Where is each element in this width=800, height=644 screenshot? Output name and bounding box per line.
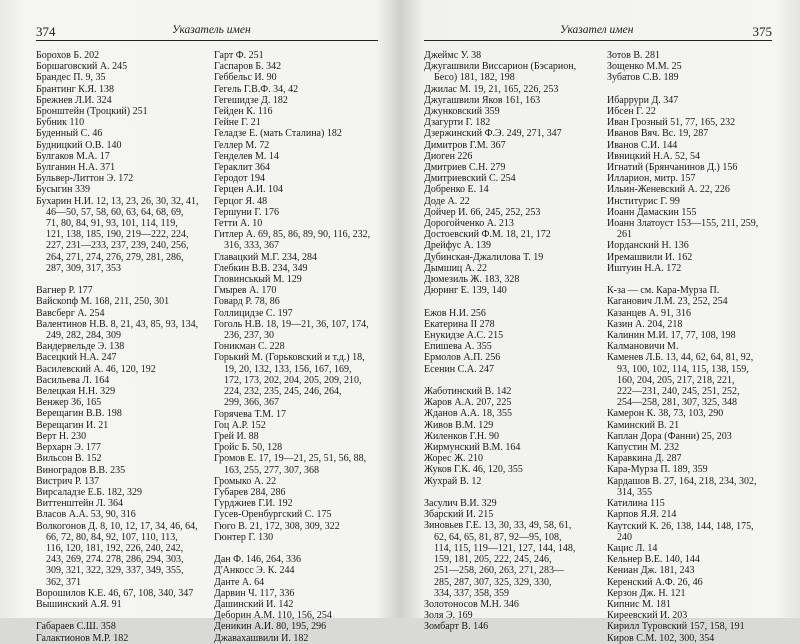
index-entry: Казанцев А. 91, 316	[607, 307, 691, 319]
index-entry: Дан Ф. 146, 264, 336	[214, 554, 302, 566]
index-entry: Геродот 194	[214, 173, 265, 185]
index-entry: Кельнер В.Е. 140, 144	[607, 554, 700, 566]
index-entry: Дойчер И. 66, 245, 252, 253	[424, 206, 541, 218]
index-column	[36, 50, 206, 644]
index-entry-continuation: 121, 138, 185, 190, 219—222, 224,	[46, 229, 189, 241]
running-head: Указател имен	[560, 24, 634, 36]
index-entry-continuation: 299, 366, 367	[224, 397, 279, 409]
index-entry: Дымшиц А. 22	[424, 262, 487, 274]
index-entry: Дзержинский Ф.Э. 249, 271, 347	[424, 128, 562, 140]
index-entry: Васецкий Н.А. 247	[36, 352, 117, 364]
index-entry: Генделев М. 14	[214, 150, 279, 162]
index-entry: Илларион, митр. 157	[607, 173, 696, 185]
index-entry: Зомбарт В. 146	[424, 621, 489, 633]
index-entry: Киреевский И. 203	[607, 610, 688, 622]
index-entry: Калмановичи М.	[607, 341, 679, 353]
index-entry: Вайскопф М. 168, 211, 250, 301	[36, 296, 170, 308]
index-entry: Иремашвили И. 162	[607, 251, 693, 263]
index-entry-continuation: 93, 100, 102, 114, 115, 138, 159,	[617, 363, 749, 375]
index-entry: Верт Н. 230	[36, 430, 87, 442]
index-entry: Дрейфус А. 139	[424, 240, 492, 252]
index-entry: Громыко А. 22	[214, 475, 277, 487]
index-entry: Брежнев Л.И. 324	[36, 94, 112, 106]
index-entry: Виттенштейн Л. 364	[36, 498, 124, 510]
index-entry: Брандес П. 9, 35	[36, 72, 106, 84]
index-entry: Зиновьев Г.Е. 13, 30, 33, 49, 58, 61,	[424, 520, 572, 532]
index-entry: Деборин А.М. 110, 156, 254	[214, 610, 332, 622]
index-entry: Диоген 226	[424, 150, 473, 162]
index-entry: Зотов В. 281	[607, 50, 661, 61]
index-entry: Герцен А.И. 104	[214, 184, 284, 196]
index-entry: Епишева А. 355	[424, 341, 492, 353]
index-entry: Галактионов М.Р. 182	[36, 632, 129, 644]
index-entry: Кара-Мурза П. 189, 359	[607, 464, 708, 476]
index-entry: Игнатий (Брянчанинов Д.) 156	[607, 162, 738, 174]
index-entry: Димитров Г.М. 367	[424, 139, 506, 151]
index-entry: Камерон К. 38, 73, 103, 290	[607, 408, 724, 420]
index-entry: Горький М. (Горьковский и т.д.) 18,	[214, 352, 365, 364]
index-entry: Волкогонов Д. 8, 10, 12, 17, 34, 46, 64,	[36, 520, 198, 532]
index-entry: Иванов Вяч. Вс. 19, 287	[607, 128, 709, 140]
index-entry: Вандервельде Э. 138	[36, 341, 125, 353]
index-entry: Гоникман С. 228	[214, 341, 285, 353]
index-entry: Ворошилов К.Е. 46, 67, 108, 340, 347	[36, 587, 194, 599]
index-entry-continuation: 251—258, 260, 263, 271, 283—	[434, 565, 564, 577]
index-entry: Иванов С.И. 144	[607, 139, 678, 151]
index-entry: Геладзе Е. (мать Сталина) 182	[214, 128, 342, 140]
index-entry: Боршаговский А. 245	[36, 61, 128, 73]
index-entry-continuation: 254—258, 281, 307, 325, 348	[617, 397, 737, 409]
index-entry: Громов Е. 17, 19—21, 25, 51, 56, 88,	[214, 453, 367, 465]
index-entry: Бубник 110	[36, 117, 85, 129]
index-entry: Грей И. 88	[214, 430, 259, 442]
index-entry: Живов В.М. 129	[424, 419, 494, 431]
index-entry: Габараев С.Ш. 358	[36, 621, 116, 633]
page-number: 375	[752, 24, 772, 39]
index-entry: Жорес Ж. 210	[424, 453, 484, 465]
index-entry: Дмитриевский С. 254	[424, 173, 516, 185]
index-entry: Гейне Г. 21	[214, 117, 261, 129]
index-entry: Ильин-Женевский А. 22, 226	[607, 184, 730, 196]
index-entry-continuation: 285, 287, 307, 325, 329, 330,	[434, 576, 552, 588]
index-entry-continuation: 116, 120, 181, 192, 226, 240, 242,	[46, 542, 184, 554]
index-entry-continuation: 236, 237, 30	[224, 330, 274, 342]
index-entry: Джугашвили Яков 161, 163	[424, 94, 541, 106]
index-entry: Бронштейн (Троцкий) 251	[36, 106, 148, 118]
index-entry: Гоголь Н.В. 18, 19—21, 36, 107, 174,	[214, 318, 369, 330]
index-entry: Иоанн Златоуст 153—155, 211, 259,	[607, 218, 759, 230]
index-entry: Есенин С.А. 247	[424, 363, 495, 375]
index-entry: Каравкина Д. 287	[607, 453, 682, 465]
index-entry: Ибсен Г. 22	[607, 106, 656, 117]
index-entry: Кениан Дж. 181, 243	[607, 565, 695, 577]
index-entry: Енукидзе А.С. 215	[424, 330, 504, 342]
index-entry: Бухарин Н.И. 12, 13, 23, 26, 30, 32, 41,	[36, 195, 199, 207]
index-entry: Бульвер-Литтон Э. 172	[36, 173, 134, 185]
index-entry: Жиленков Г.Н. 90	[424, 430, 500, 442]
index-entry: Голлицидзе С. 197	[214, 307, 293, 319]
index-entry: Калинин М.И. 17, 77, 108, 198	[607, 330, 736, 342]
index-entry-continuation: 160, 204, 205, 217, 218, 221,	[617, 374, 735, 386]
index-entry-continuation: 287, 309, 317, 353	[46, 262, 121, 274]
index-entry: Вышинский А.Я. 91	[36, 598, 122, 610]
index-entry-continuation: 224, 232, 235, 245, 246, 264,	[224, 386, 342, 398]
index-entry-continuation: Бесо) 181, 182, 198	[434, 72, 515, 84]
index-entry: Верещагин И. 21	[36, 419, 109, 431]
index-entry-continuation: 114, 115, 119—121, 127, 144, 148,	[434, 542, 576, 554]
index-entry-continuation: 19, 20, 132, 133, 156, 167, 169,	[224, 363, 352, 375]
index-entry-continuation: 362, 371	[46, 576, 81, 588]
index-entry: Булганин Н.А. 371	[36, 162, 116, 174]
index-entry: Золя Э. 169	[424, 610, 473, 622]
index-entry: Гаспаров Б. 342	[214, 61, 282, 73]
index-entry: Дашинский И. 142	[214, 598, 294, 610]
index-entry: Добренко Е. 14	[424, 184, 489, 196]
index-entry: Гетти А. 10	[214, 218, 263, 230]
index-entry: Верхарн Э. 177	[36, 442, 101, 454]
index-entry-continuation: 264, 271, 274, 276, 279, 281, 286,	[46, 251, 184, 263]
index-entry: Достоевский Ф.М. 18, 21, 172	[424, 229, 551, 241]
index-entry: Дзагурти Г. 182	[424, 117, 491, 129]
index-entry: Каминский В. 21	[607, 419, 680, 431]
index-entry: Геллер М. 72	[214, 139, 270, 151]
index-entry: Геббельс И. 90	[214, 72, 277, 84]
right-page-header	[424, 22, 772, 41]
index-entry: Горячева Т.М. 17	[214, 408, 286, 420]
index-entry: Гегель Г.В.Ф. 34, 42	[214, 83, 299, 95]
index-entry: Гмырев А. 170	[214, 285, 277, 297]
index-entry: Велецкая Н.Н. 329	[36, 386, 116, 398]
index-entry: Керзон Дж. Н. 121	[607, 587, 686, 599]
index-entry: Василевский А. 46, 120, 192	[36, 363, 156, 375]
index-entry: Глебкин В.В. 234, 349	[214, 262, 308, 274]
index-entry-continuation: 261	[617, 229, 632, 241]
index-entry: Джилас М. 19, 21, 165, 226, 253	[424, 83, 559, 95]
index-entry: Джунковский 359	[424, 106, 500, 118]
index-column	[214, 50, 384, 644]
index-entry: Гусев-Оренбургский С. 175	[214, 509, 332, 521]
index-entry: Жаров А.А. 207, 225	[424, 397, 512, 409]
index-entry: Иван Грозный 51, 77, 165, 232	[607, 117, 736, 129]
index-entry: Деникин А.И. 80, 195, 296	[214, 621, 327, 633]
index-entry: Зубатов С.В. 189	[607, 72, 679, 84]
index-entry: Институрис Г. 99	[607, 195, 680, 207]
index-entry: Гурджиев Г.И. 192	[214, 498, 293, 510]
index-entry: Жирмунский В.М. 164	[424, 442, 521, 454]
index-entry: Иорданский Н. 136	[607, 240, 689, 252]
index-entry: Гоц А.Р. 152	[214, 419, 266, 431]
index-entry-continuation: 314, 355	[617, 486, 652, 498]
index-entry-continuation: 249, 282, 284, 309	[46, 330, 121, 342]
index-entry-continuation: 240	[617, 531, 632, 543]
index-entry: Гюнтер Г. 130	[214, 531, 274, 543]
index-entry: Джавахашвили И. 182	[214, 632, 309, 644]
index-entry: Гейден К. 116	[214, 106, 273, 118]
index-entry: Жухрай В. 12	[424, 475, 482, 487]
index-entry: Екатерина II 278	[424, 318, 495, 330]
index-entry: Кацис Л. 14	[607, 542, 658, 554]
index-entry-continuation: 316, 333, 367	[224, 240, 279, 252]
index-column	[424, 50, 599, 633]
index-entry-continuation: 309, 321, 322, 329, 337, 349, 355,	[46, 565, 184, 577]
index-entry: Кипнис М. 181	[607, 598, 671, 610]
running-head: Указатель имен	[172, 24, 251, 36]
index-entry: Ежов Н.И. 256	[424, 307, 486, 319]
index-entry: Власов А.А. 53, 90, 316	[36, 509, 136, 521]
index-entry: Каменев Л.Б. 13, 44, 62, 64, 81, 92,	[607, 352, 754, 364]
index-entry: Жданов А.А. 18, 355	[424, 408, 513, 420]
index-entry: Гарт Ф. 251	[214, 50, 264, 61]
index-entry: Катилина 115	[607, 498, 665, 510]
index-entry: Иштуин Н.А. 172	[607, 262, 682, 274]
index-entry-continuation: 163, 255, 277, 307, 368	[224, 464, 319, 476]
index-entry: Борохов Б. 202	[36, 50, 100, 61]
index-entry: Джеймс У. 38	[424, 50, 482, 61]
index-entry: Иоанн Дамаскин 155	[607, 206, 697, 218]
index-entry: Жаботинский В. 142	[424, 386, 512, 398]
index-entry: Будницкий О.В. 140	[36, 139, 122, 151]
index-entry: Доде А. 22	[424, 195, 470, 207]
left-page	[0, 0, 398, 644]
index-entry: Гершуни Г. 176	[214, 206, 280, 218]
index-entry-continuation: 172, 173, 202, 204, 205, 209, 210,	[224, 374, 362, 386]
left-page-header	[36, 22, 378, 41]
index-entry: Карпов Я.Я. 214	[607, 509, 677, 521]
index-entry: Губарев 284, 286	[214, 486, 286, 498]
index-entry: Ибаррури Д. 347	[607, 94, 679, 106]
index-entry-continuation: 334, 337, 358, 359	[434, 587, 509, 599]
index-entry: Дорогойченко А. 213	[424, 218, 514, 230]
index-entry: Ивницкий Н.А. 52, 54	[607, 150, 701, 162]
index-entry: Булгаков М.А. 17	[36, 150, 110, 162]
index-entry: Дюринг Е. 139, 140	[424, 285, 507, 297]
index-entry-continuation: 66, 72, 80, 84, 92, 107, 110, 113,	[46, 531, 178, 543]
index-entry: Гройс Б. 50, 128	[214, 442, 283, 454]
page-number: 374	[36, 24, 56, 39]
index-entry: Золотоносов М.Н. 346	[424, 598, 519, 610]
index-entry: Кардашов В. 27, 164, 218, 234, 302,	[607, 475, 757, 487]
index-entry: Васильева Л. 164	[36, 374, 110, 386]
index-entry-continuation: 46—50, 57, 58, 60, 63, 64, 68, 69,	[46, 206, 184, 218]
index-entry: Гераклит 364	[214, 162, 270, 174]
index-entry: Данте А. 64	[214, 576, 265, 588]
index-entry-continuation: 222—231, 240, 245, 251, 252,	[617, 386, 740, 398]
index-entry: Валентинов Н.В. 8, 21, 43, 85, 93, 134,	[36, 318, 199, 330]
index-entry: Каплан Дора (Фанни) 25, 203	[607, 430, 732, 442]
index-entry: Дюмезиль Ж. 183, 328	[424, 274, 520, 286]
index-entry-continuation: 227, 231—233, 237, 239, 240, 256,	[46, 240, 189, 252]
index-entry: Жуков Г.К. 46, 120, 355	[424, 464, 523, 476]
index-entry: Буденный С. 46	[36, 128, 103, 140]
index-entry: Вистрич Р. 137	[36, 475, 100, 487]
index-entry: Кирилл Туровский 157, 158, 191	[607, 621, 745, 633]
index-entry: Джугашвили Виссарион (Бэсарион,	[424, 61, 577, 73]
index-entry: Каганович Л.М. 23, 252, 254	[607, 296, 728, 308]
index-entry: Гитлер А. 69, 85, 86, 89, 90, 116, 232,	[214, 229, 371, 241]
index-entry: Герцог Я. 48	[214, 195, 268, 207]
index-entry: Дубинская-Джалилова Т. 19	[424, 251, 544, 263]
index-entry: Гегешидзе Д. 182	[214, 94, 288, 106]
index-entry: Виноградов В.В. 235	[36, 464, 126, 476]
index-entry: Зощенко М.М. 25	[607, 61, 682, 73]
index-entry: Вагнер Р. 177	[36, 285, 93, 297]
index-entry: Говард Р. 78, 86	[214, 296, 280, 308]
index-entry: Бусыгин 339	[36, 184, 90, 196]
index-entry: Засулич В.И. 329	[424, 498, 497, 510]
index-entry-continuation: 62, 64, 65, 81, 87, 92—95, 108,	[434, 531, 562, 543]
index-entry: Вильсон В. 152	[36, 453, 102, 465]
index-entry: Капустин М. 232	[607, 442, 680, 454]
right-page	[402, 0, 800, 644]
index-entry: Вавсберг А. 254	[36, 307, 105, 319]
index-entry: Брантинг К.Я. 138	[36, 83, 115, 95]
index-entry: Збарский И. 215	[424, 509, 494, 521]
index-entry: Дмитриев С.Н. 279	[424, 162, 506, 174]
index-entry: Вирсаладзе Е.Б. 182, 329	[36, 486, 142, 498]
index-entry: К-за — см. Кара-Мурза П.	[607, 285, 720, 297]
index-entry: Керенский А.Ф. 26, 46	[607, 576, 703, 588]
index-entry-continuation: 71, 80, 84, 91, 93, 101, 114, 119,	[46, 218, 178, 230]
index-entry: Казин А. 204, 218	[607, 318, 683, 330]
index-entry-continuation: 159, 181, 205, 222, 245, 246,	[434, 554, 552, 566]
index-entry: Главацкий М.Г. 234, 284	[214, 251, 317, 263]
index-entry: Ермолов А.П. 256	[424, 352, 501, 364]
index-entry: Киров С.М. 102, 300, 354	[607, 632, 715, 644]
index-entry: Гюго В. 21, 172, 308, 309, 322	[214, 520, 340, 532]
index-entry: Каутский К. 26, 138, 144, 148, 175,	[607, 520, 754, 532]
index-column	[607, 50, 782, 644]
index-entry: Дарвин Ч. 117, 336	[214, 587, 295, 599]
index-entry: Верещагин В.В. 198	[36, 408, 122, 420]
index-entry: Гловинськый М. 129	[214, 274, 302, 286]
index-entry: Д'Анкосс Э. К. 244	[214, 565, 295, 577]
index-entry-continuation: 243, 269, 274. 278, 286, 294, 303,	[46, 554, 184, 566]
index-entry: Венжер 36, 165	[36, 397, 102, 409]
